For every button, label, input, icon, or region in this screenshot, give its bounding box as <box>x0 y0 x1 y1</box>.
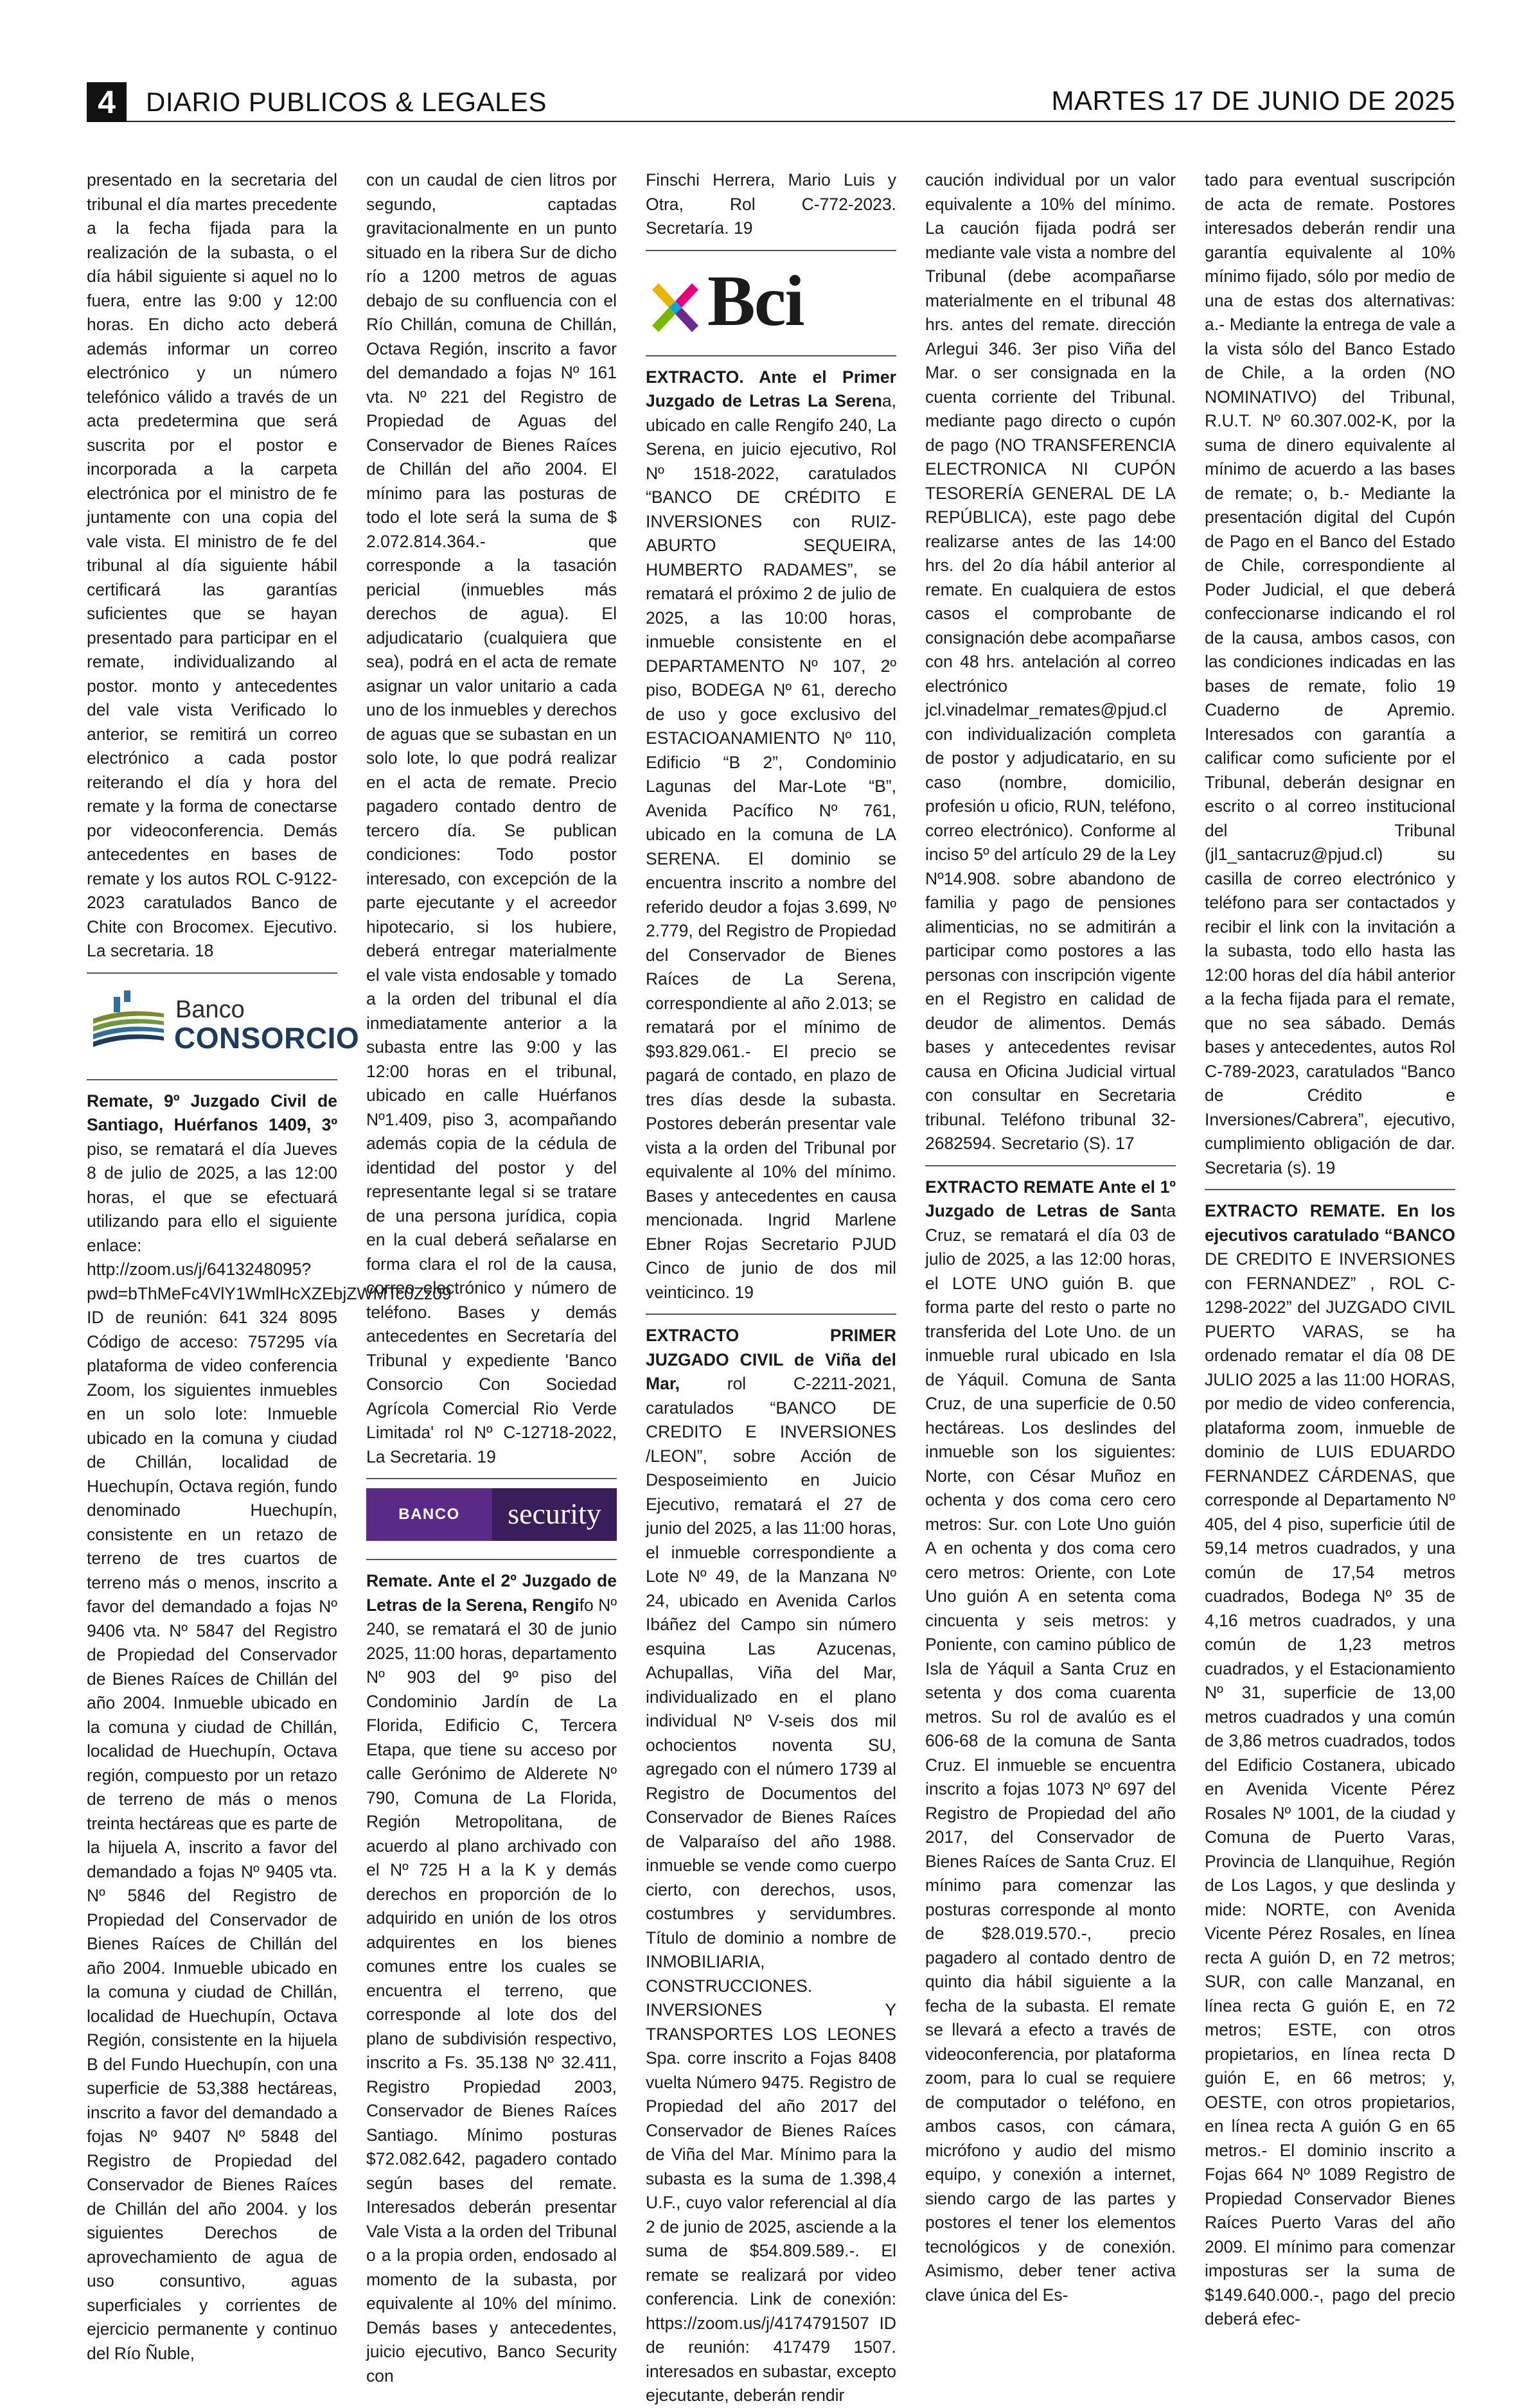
notice-text: Finschi Herrera, Mario Luis y Otra, Rol C-772-2023. Secretaría. 19 <box>646 170 896 238</box>
divider <box>1205 1189 1455 1190</box>
header-rule <box>127 121 1455 122</box>
notice-lead: EXTRACTO PRIMER JUZGADO CIVIL de Viña del Mar, <box>646 1326 896 1393</box>
publication-title: DIARIO PUBLICOS & LEGALES <box>146 87 547 117</box>
notice-text <box>366 1569 617 2388</box>
column-4 <box>925 168 1176 2305</box>
divider <box>646 250 896 251</box>
divider <box>366 1559 617 1560</box>
publication-date: MARTES 17 DE JUNIO DE 2025 <box>1051 85 1455 116</box>
divider <box>925 1165 1176 1166</box>
banco-consorcio-logo <box>87 983 360 1065</box>
divider <box>87 972 337 974</box>
divider <box>646 355 896 356</box>
divider <box>87 1079 337 1080</box>
consorcio-icon <box>87 985 170 1061</box>
notice-text: presentado en la secretaria del tribunal el día martes precedente a la fecha fijada para la realización de la subasta, o el día hábil siguiente si aquel no lo fuera, entre las 9:00 y 12:00 horas. En dicho acto deberá además informar un correo electrónico y un número telefónico válido a través de un acta predetermina que será suscrita por el postor e incorporada a la carpeta electrónica por el ministro de fe juntamente con una copia del vale vista. El ministro de fe del tribunal al día siguiente hábil certificará las garantías suficientes que se hayan presentado para participar en el remate, individualizando al postor. monto y antecedentes del vale vista Verificado lo anterior, se remitirá un correo electrónico a cada postor reiterando el día y hora del remate y la forma de conectarse por videoconferencia. Demás antecedentes en bases de remate y los autos ROL C-9122-2023 caratulados Banco de Chite con Brocomex. Ejecutivo. La secretaria. 18 <box>87 170 337 960</box>
notice-lead: EXTRACTO REMATE. En los ejecutivos caratulado “BANCO <box>1205 1201 1455 1245</box>
notice-text <box>646 365 896 1305</box>
notice-text <box>925 1175 1176 2308</box>
notice-lead: EXTRACTO. Ante el Primer Juzgado de Letras La Seren <box>646 367 896 410</box>
column-1 <box>87 168 452 2363</box>
notice-text <box>1205 1199 1455 2332</box>
column-2 <box>366 168 617 2386</box>
notice-text: caución individual por un valor equivalente a 10% del mínimo. La caución fijada podrá ser mediante vale vista a nombre del Tribunal (debe acompañarse materialmente en el tribunal 48 hrs. antes del remate. dirección Arlegui 346. 3er piso Viña del Mar. o ser consignada en la cuenta corriente del Tribunal. mediante pago directo o cupón de pago (NO TRANSFERENCIA ELECTRONICA NI CUPÓN TESORERÍA GENERAL DE LA REPÚBLICA), este pago debe realizarse antes de las 14:00 hrs. del 2o día hábil anterior al remate. En cualquiera de estos casos el comprobante de consignación debe acompañarse con 48 hrs. antelación al correo electrónico jcl.vinadelmar_remates@pjud.cl con individualización completa de postor y adjudicatario, en su caso (nombre, domicilio, profesión u oficio, RUN, teléfono, correo electrónico). Conforme al inciso 5º del artículo 29 de la Ley Nº14.908. sobre abandono de familia y pago de pensiones alimenticias, no se admitirán a participar como postores a las personas con inscripción vigente en el Registro en calidad de deudor de alimentos. Demás bases y antecedentes revisar causa en Oficina Judicial virtual con consultar en Secretaria tribunal. Teléfono tribunal 32-2682594. Secretario (S). 17 <box>925 170 1176 1153</box>
notice-text <box>646 1324 896 2408</box>
notice-body: fo Nº 240, se rematará el 30 de junio 2025, 11:00 horas, departamento Nº 903 del 9º piso del Condominio Jardín de La Florida, Edificio C, Tercera Etapa, que tiene su acceso por calle Gerónimo de Alderete Nº 790, Comuna de La Florida, Región Metropolitana, de acuerdo al plano archivado con el Nº 725 H a la K y demás derechos en proporción de lo adquirido en unión de los otros adquirentes en los bienes comunes entre los cuales se encuentra el terreno, que corresponde al lote dos del plano de subdivisión respectivo, inscrito a Fs. 35.138 Nº 32.411, Registro Propiedad 2003, Conservador de Bienes Raíces Santiago. Mínimo posturas $72.082.642, pagadero contado según bases del remate. Interesados deberán presentar Vale Vista a la orden del Tribunal o a la propia orden, endosado al momento de la subasta, por equivalente al 10% del mínimo. Demás bases y antecedentes, juicio ejecutivo, Banco Security con <box>366 1595 617 2386</box>
notice-lead: Remate. Ante el 2º Juzgado de Letras de la Serena, Rengi <box>366 1571 617 1615</box>
notice-body: ta Cruz, se rematará el día 03 de julio de 2025, a las 12:00 horas, el LOTE UNO guión B. que forma parte del resto o parte no transferida del Lote Uno. de un inmueble rural ubicado en Isla de Yáquil. Comuna de Santa Cruz, de una superficie de 0.50 hectáreas. Los deslindes del inmueble son los siguientes: Norte, con César Muñoz en ochenta y dos coma cero cero metros: Sur. con Lote Uno guión A en ochenta y dos coma cero cero metros: Oriente, con Lote Uno guión A en setenta coma cincuenta y seis metros: y Poniente, con camino público de Isla de Yáquil a Santa Cruz en setenta y dos coma cuarenta metros. Su rol de avalúo es el 606-68 de la comuna de Santa Cruz. El inmueble se encuentra inscrito a fojas 1073 Nº 697 del Registro de Propiedad del año 2017, del Conservador de Bienes Raíces de Santa Cruz. El mínimo para comenzar las posturas corresponde al monto de $28.019.570.-, precio pagadero al contado dentro de quinto dia hábil siguiente a la fecha de la subasta. El remate se llevará a efecto a través de videoconferencia, por plataforma zoom, para lo cual se requiere de computador o teléfono, en ambos casos, con cámara, micrófono y audio del mismo equipo, y conexión a internet, siendo cargo de las partes y postores el tener los elementos tecnológicos y de conexión. Asimismo, deber tener activa clave única del Es- <box>925 1201 1176 2305</box>
bci-mark-icon <box>646 264 710 335</box>
divider <box>646 1314 896 1315</box>
page-header <box>87 82 1455 122</box>
column-3 <box>646 168 896 2405</box>
consorcio-brand-small: Banco <box>175 996 245 1023</box>
notice-lead: Remate, 9º Juzgado Civil de Santiago, Huérfanos 1409, 3º <box>87 1091 337 1134</box>
notice-body: DE CREDITO E INVERSIONES con FERNANDEZ” , ROL C-1298-2022” del JUZGADO CIVIL PUERTO VARAS, se ha ordenado rematar el día 08 DE JULIO 2025 a las 11:00 HORAS, por medio de video conferencia, plataforma zoom, inmueble de dominio de LUIS EDUARDO FERNANDEZ CÁRDENAS, que corresponde al Departamento Nº 405, del 4 piso, superficie útil de 59,14 metros cuadrados, y una común de 17,54 metros cuadrados, Bodega Nº 35 de 4,16 metros cuadrados, y una común de 1,23 metros cuadrados, y el Estacionamiento Nº 31, superficie de 13,00 metros cuadrados y una común de 3,86 metros cuadrados, todos del Edificio Costanera, ubicado en Avenida Vicente Pérez Rosales Nº 1001, de la ciudad y Comuna de Puerto Varas, Provincia de Llanquihue, Región de Los Lagos, y que deslinda y mide: NORTE, con Avenida Vicente Pérez Rosales, en línea recta A guión D, en 72 metros; SUR, con calle Manzanal, en línea recta G guión E, en 72 metros; ESTE, con otros propietarios, en línea recta D guión E, en 66 metros; y, OESTE, con otros propietarios, en línea recta A guión G en 65 metros.- El dominio inscrito a Fojas 664 Nº 1089 Registro de Propiedad Conservador Bienes Raíces Puerto Varas del año 2009. El mínimo para comenzar imposturas ser la suma de $149.640.000.-, pago del precio deberá efec- <box>1205 1249 1455 2328</box>
page-number: 4 <box>87 82 127 122</box>
notice-body: rol C-2211-2021, caratulados “BANCO DE CREDITO E INVERSIONES /LEON”, sobre Acción de Desposeimiento en Juicio Ejecutivo, rematará el 27 de junio del 2025, a las 11:00 horas, el inmueble correspondiente a Lote Nº 49, de la Manzana Nº 24, ubicado en Avenida Carlos Ibáñez del Campo sin número esquina Las Azucenas, Achupallas, Viña del Mar, individualizado en el plano individual Nº V-seis dos mil ochocientos noventa SU, agregado con el número 1739 al Registro de Documentos del Conservador de Bienes Raíces de Valparaíso del año 1988. inmueble se vende como cuerpo cierto, con derechos, usos, costumbres y servidumbres. Título de dominio a nombre de INMOBILIARIA, CONSTRUCCIONES. INVERSIONES Y TRANSPORTES LOS LEONES Spa. corre inscrito a Fojas 8408 vuelta Número 9475. Registro de Propiedad del año 2017 del Conservador de Bienes Raíces de Viña del Mar. Mínimo para la subasta es la suma de 1.398,4 U.F., cuyo valor referencial al día 2 de junio de 2025, asciende a la suma de $54.809.589.-. El remate se realizará por video conferencia. Link de conexión: https://zoom.us/j/4174791507 ID de reunión: 417479 1507. interesados en subastar, excepto ejecutante, deberán rendir <box>646 1374 896 2405</box>
notices-columns <box>87 168 1455 2405</box>
banco-security-logo <box>366 1488 617 1541</box>
bci-brand-text: Bci <box>707 261 804 341</box>
consorcio-brand-big: CONSORCIO <box>174 1021 360 1055</box>
notice-body: a, ubicado en calle Rengifo 240, La Serena, en juicio ejecutivo, Rol Nº 1518-2022, caratulados “BANCO DE CRÉDITO E INVERSIONES con RUIZ-ABURTO SEQUEIRA, HUMBERTO RADAMES”, se rematará el próximo 2 de julio de 2025, a las 10:00 horas, inmueble consistente en el DEPARTAMENTO Nº 107, 2º piso, BODEGA Nº 61, derecho de uso y goce exclusivo del ESTACIOANAMIENTO Nº 110, Edificio “B 2”, Condominio Lagunas del Mar-Lote “B”, Avenida Pacífico Nº 761, ubicado en la comuna de LA SERENA. El dominio se encuentra inscrito a nombre del referido deudor a fojas 3.699, Nº 2.779, del Registro de Propiedad del Conservador de Bienes Raíces de La Serena, correspondiente al año 2.013; se rematará por el mínimo de $93.829.061.- El precio se pagará de contado, en plazo de tres días desde la subasta. Postores deberán presentar vale vista a la orden del Tribunal por equivalente al 10% del mínimo. Bases y antecedentes en causa mencionada. Ingrid Marlene Ebner Rojas Secretario PJUD Cinco de junio de dos mil veinticinco. 19 <box>646 391 896 1302</box>
security-brand-label: security <box>508 1497 601 1530</box>
bci-logo <box>646 260 896 344</box>
notice-body: piso, se rematará el día Jueves 8 de julio de 2025, a las 12:00 horas, el que se efectuará utilizando para ello el siguiente enlace: http://zoom.us/j/6413248095?pwd=bThMeFc4VlY1WmlHcXZEbjZWMTc0Zz09 ID de reunión: 641 324 8095 Código de acceso: 757295 vía plataforma de video conferencia Zoom, los siguientes inmuebles en un solo lote: Inmueble ubicado en la comuna y ciudad de Chillán, localidad de Huechupín, Octava región, fundo denominado Huechupín, consistente en un retazo de terreno de tres cuartos de terreno más o menos, inscrito a favor del demandado a fojas Nº 9406 vta. Nº 5847 del Registro de Propiedad del Conservador de Bienes Raíces de Chillán del año 2004. Inmueble ubicado en la comuna y ciudad de Chillán, localidad de Huechupín, Octava región, compuesto por un retazo de terreno de más o menos treinta hectáreas que es parte de la hijuela A, inscrito a favor del demandado a fojas Nº 9405 vta. Nº 5846 del Registro de Propiedad del Conservador de Bienes Raíces de Chillán del año 2004. Inmueble ubicado en la comuna y ciudad de Chillán, localidad de Huechupín, Octava Región, consistente en la hijuela B del Fundo Huechupín, con una superficie de 53,388 hectáreas, inscrito a favor del demandado a fojas Nº 9407 Nº 5848 del Registro de Propiedad del Conservador de Bienes Raíces de Chillán del año 2004. y los siguientes Derechos de aprovechamiento de agua de uso consuntivo, aguas superficiales y corrientes de ejercicio permanente y continuo del Río Ñuble, <box>87 1139 452 2363</box>
notice-text: con un caudal de cien litros por segundo, captadas gravitacionalmente en un punto situado en la ribera Sur de dicho río a 1200 metros de aguas debajo de su confluencia con el Río Chillán, comuna de Chillán, Octava Región, inscrito a favor del demandado a fojas Nº 161 vta. Nº 221 del Registro de Propiedad de Aguas del Conservador de Bienes Raíces de Chillán del año 2004. El mínimo para las posturas de todo el lote será la suma de $ 2.072.814.364.- que corresponde a la tasación pericial (inmuebles más derechos de agua). El adjudicatario (cualquiera que sea), podrá en el acta de remate asignar un valor unitario a cada uno de los inmuebles y derechos de aguas que se subastan en un solo lote, lo que podrá realizar en el acta de remate. Precio pagadero contado dentro de tercero día. Se publican condiciones: Todo postor interesado, con excepción de la parte ejecutante y el acreedor hipotecario, si los hubiere, deberá entregar materialmente el vale vista endosable y tomado a la orden del tribunal el día inmediatamente anterior a la subasta entre las 9:00 y las 12:00 horas en el tribunal, ubicado en calle Huérfanos Nº1.409, piso 3, acompañando además copia de la cédula de identidad del postor y del representante legal si se tratare de una persona jurídica, copia en la cual deberá señalarse en forma clara el rol de la causa, correo electrónico y número de teléfono. Bases y demás antecedentes en Secretaría del Tribunal y expediente 'Banco Consorcio Con Sociedad Agrícola Comercial Rio Verde Limitada' rol Nº C-12718-2022, La Secretaria. 19 <box>366 170 617 1466</box>
divider <box>366 1478 617 1479</box>
column-5 <box>1205 168 1455 2328</box>
notice-text: tado para eventual suscripción de acta de remate. Postores interesados deberán rendir una garantía equivalente al 10% mínimo fijado, sólo por medio de una de estas dos alternativas: a.- Mediante la entrega de vale a la vista sólo del Banco Estado de Chile, a la orden (NO NOMINATIVO) del Tribunal, R.U.T. Nº 60.307.002-K, por la suma de dinero equivalente al mínimo de acuerdo a las bases de remate; o, b.- Mediante la presentación digital del Cupón de Pago en el Banco del Estado de Chile, correspondiente al Poder Judicial, el que deberá confeccionarse indicando el rol de la causa, ambos casos, con las condiciones indicadas en las bases de remate, folio 19 Cuaderno de Apremio. Interesados con garantía a calificar como suficiente por el Tribunal, deberán designar en escrito o al correo institucional del Tribunal (jl1_santacruz@pjud.cl) su casilla de correo electrónico y teléfono para ser contactados y recibir el link con la invitación a la subasta, todo ello hasta las 12:00 horas del día hábil anterior a la fecha fijada para el remate, que no sea sábado. Demás bases y antecedentes, autos Rol C-789-2023, caratulados “Banco de Crédito e Inversiones/Cabrera”, ejecutivo, cumplimiento obligación de dar. Secretaria (s). 19 <box>1205 170 1455 1177</box>
security-banco-label: BANCO <box>366 1488 492 1541</box>
notice-lead: EXTRACTO REMATE Ante el 1º Juzgado de Letras de San <box>925 1177 1176 1220</box>
